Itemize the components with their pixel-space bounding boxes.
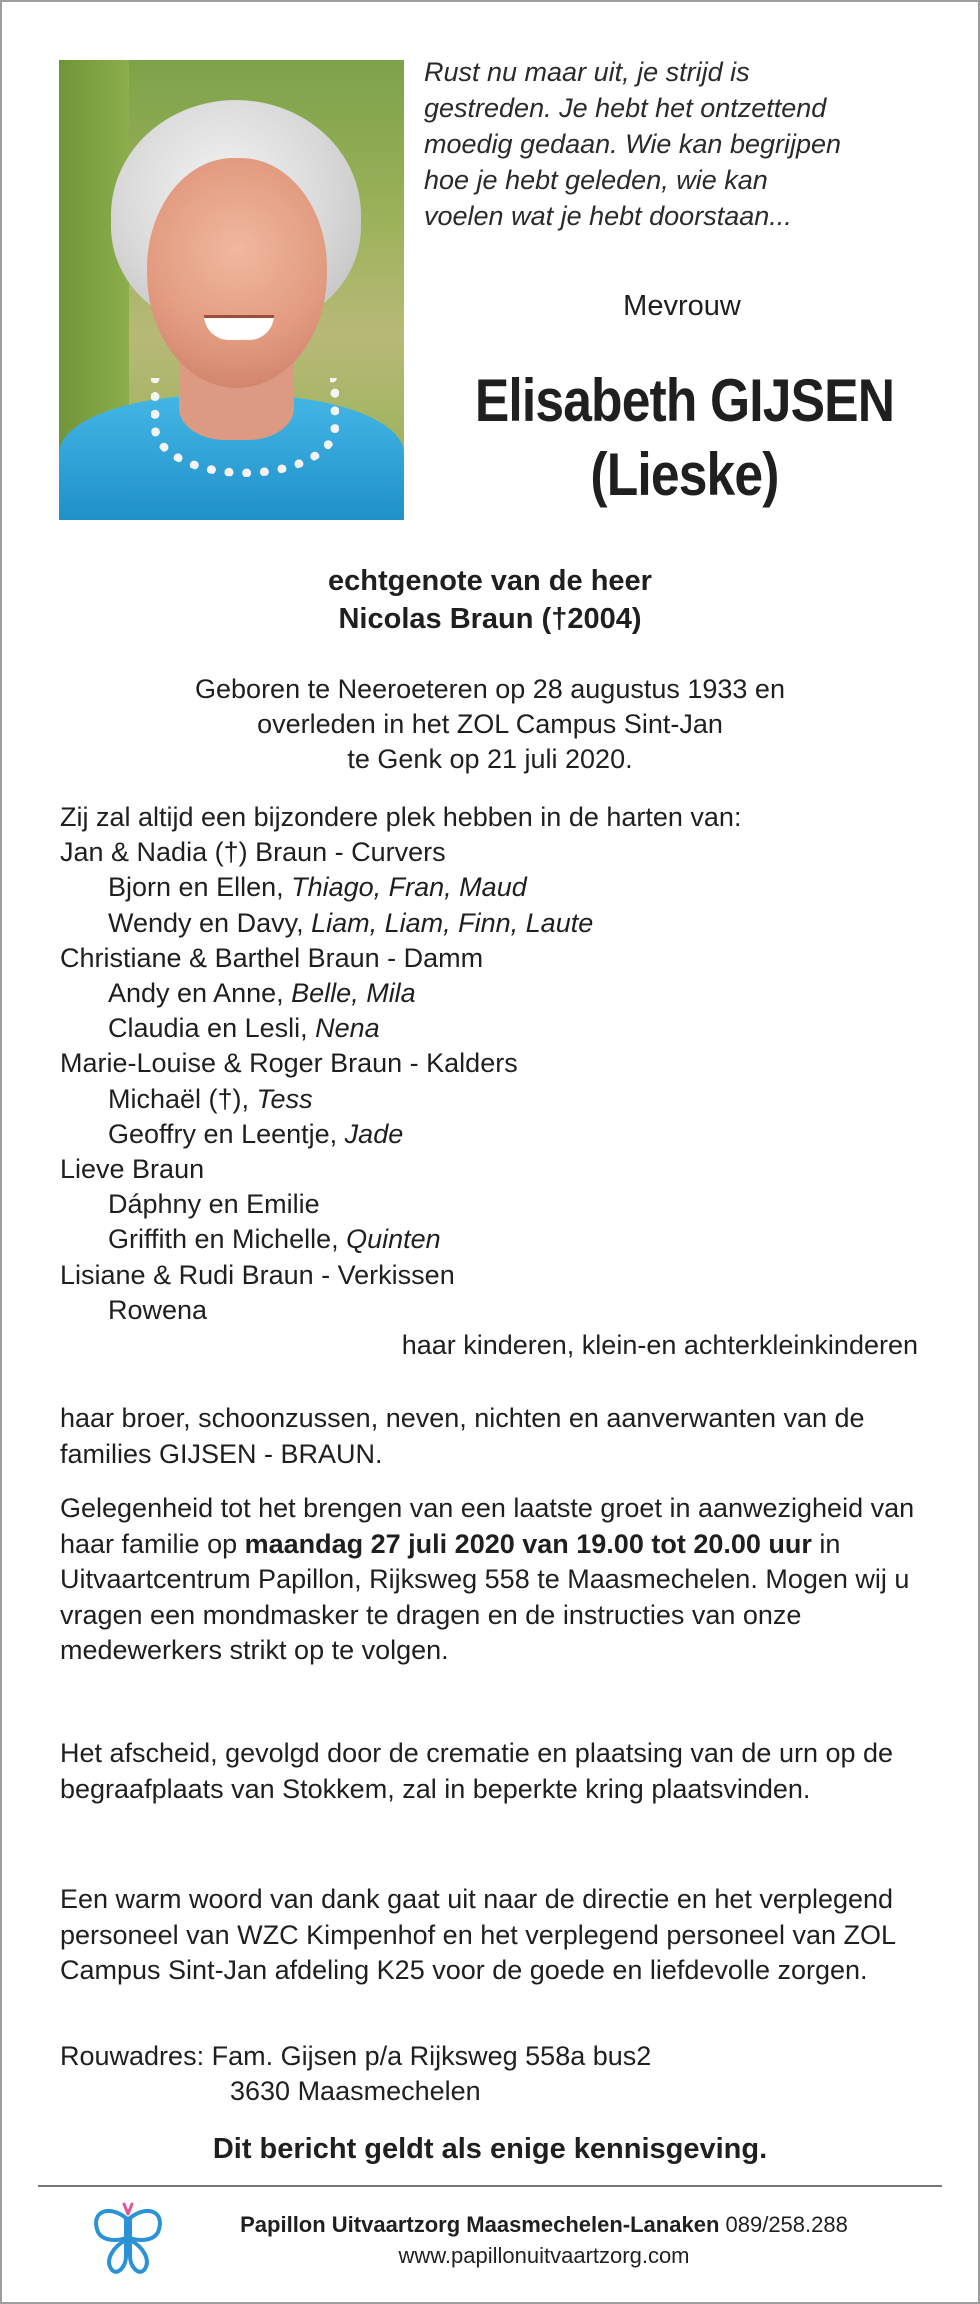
spouse-name: Nicolas Braun (†2004) xyxy=(338,603,642,635)
birth-death-info xyxy=(2,672,978,777)
family-member-row xyxy=(60,1082,940,1117)
family-member-row xyxy=(60,1222,940,1257)
family-member-names: Geoffry en Leentje, xyxy=(108,1118,345,1149)
family-member-row xyxy=(60,941,940,976)
family-member-names: Claudia en Lesli, xyxy=(108,1013,316,1044)
death-date-line: te Genk op 21 juli 2020. xyxy=(347,744,633,774)
funeral-home-phone: 089/258.288 xyxy=(719,2212,848,2237)
family-member-names: Christiane & Barthel Braun - Damm xyxy=(60,942,484,973)
thanks-paragraph: Een warm woord van dank gaat uit naar de directie en het verplegend personeel van WZC Kimpenhof en het verplegend personeel van ZOL Campus Sint-Jan afdeling K25 voor de goede en liefdevolle zorgen. xyxy=(60,1884,895,1985)
family-member-row xyxy=(60,906,940,941)
relatives-paragraph: haar broer, schoonzussen, neven, nichten en aanverwanten van de families GIJSEN - BRAUN. xyxy=(60,1403,865,1469)
grandchildren-names: Quinten xyxy=(346,1224,441,1255)
grandchildren-names: Nena xyxy=(315,1013,380,1044)
spouse-info xyxy=(2,562,978,638)
family-member-names: Bjorn en Ellen, xyxy=(108,872,292,903)
family-member-names: Lisiane & Rudi Braun - Verkissen xyxy=(60,1259,455,1290)
grandchildren-names: Jade xyxy=(344,1118,404,1149)
title-prefix: Mevrouw xyxy=(623,290,741,322)
visitation-paragraph: Gelegenheid tot het brengen van een laatste groet in aanwezigheid van haar familie op maandag 27 juli 2020 van 19.00 tot 20.00 uur in Uitvaartcentrum Papillon, Rijksweg 558 te Maasmechelen. Mogen wij u vragen een mondmasker te dragen en de instructies van onze medewerkers strikt op te volgen. xyxy=(60,1493,915,1665)
name-line: Elisabeth GIJSEN xyxy=(474,367,895,434)
poem: Rust nu maar uit, je strijd is gestreden. Je hebt het ontzettend moedig gedaan. Wie kan begrijpen hoe je hebt geleden, wie kan voelen wat je hebt doorstaan... xyxy=(424,57,842,231)
family-member-names: Michaël (†), xyxy=(108,1083,257,1114)
nickname-line: (Lieske) xyxy=(590,441,779,508)
family-list xyxy=(60,800,940,1328)
grandchildren-names: Belle, Mila xyxy=(291,978,416,1009)
family-member-row xyxy=(60,1117,940,1152)
family-member-names: Dáphny en Emilie xyxy=(108,1189,320,1220)
family-member-row xyxy=(60,835,940,870)
grandchildren-names: Liam, Liam, Finn, Laute xyxy=(311,907,594,938)
family-member-names: Marie-Louise & Roger Braun - Kalders xyxy=(60,1048,518,1079)
family-member-row xyxy=(60,976,940,1011)
family-member-row xyxy=(60,870,940,905)
butterfly-logo-icon xyxy=(88,2202,168,2277)
family-member-names: Andy en Anne, xyxy=(108,978,292,1009)
family-member-names: Griffith en Michelle, xyxy=(108,1224,347,1255)
grandchildren-names: Thiago, Fran, Maud xyxy=(291,872,527,903)
family-member-row xyxy=(60,1046,940,1081)
address-city: 3630 Maasmechelen xyxy=(230,2076,481,2106)
visitation-datetime: maandag 27 juli 2020 van 19.00 tot 20.00 uur xyxy=(244,1528,812,1559)
family-member-row xyxy=(60,1258,940,1293)
notice-text: Dit bericht geldt als enige kennisgeving. xyxy=(212,2133,768,2165)
spouse-line: echtgenote van de heer xyxy=(328,565,652,597)
family-member-names: Rowena xyxy=(108,1294,208,1325)
mourning-address xyxy=(60,2039,651,2109)
grandchildren-names: Tess xyxy=(256,1083,313,1114)
address-line: Rouwadres: Fam. Gijsen p/a Rijksweg 558a bus2 xyxy=(60,2041,652,2071)
portrait-photo xyxy=(59,60,404,520)
family-member-row xyxy=(60,1011,940,1046)
farewell-paragraph: Het afscheid, gevolgd door de crematie en plaatsing van de urn op de begraafplaats van Stokkem, zal in beperkte kring plaatsvinden. xyxy=(60,1738,894,1804)
death-line: overleden in het ZOL Campus Sint-Jan xyxy=(257,709,723,739)
family-intro: Zij zal altijd een bijzondere plek hebben in de harten van: xyxy=(60,802,742,832)
family-member-row xyxy=(60,1293,940,1328)
family-member-names: Wendy en Davy, xyxy=(108,907,312,938)
family-member-row xyxy=(60,1187,940,1222)
family-member-row xyxy=(60,1152,940,1187)
funeral-home-website[interactable]: www.papillonuitvaartzorg.com xyxy=(398,2243,690,2268)
divider xyxy=(38,2185,942,2187)
funeral-home-name: Papillon Uitvaartzorg Maasmechelen-Lanaken xyxy=(240,2212,720,2237)
deceased-name xyxy=(463,364,906,512)
funeral-home-footer xyxy=(184,2209,904,2271)
family-member-names: Lieve Braun xyxy=(60,1154,205,1185)
family-member-names: Jan & Nadia (†) Braun - Curvers xyxy=(60,837,446,868)
children-note: haar kinderen, klein-en achterkleinkinderen xyxy=(401,1330,918,1360)
birth-line: Geboren te Neeroeteren op 28 augustus 1933 en xyxy=(195,674,785,704)
